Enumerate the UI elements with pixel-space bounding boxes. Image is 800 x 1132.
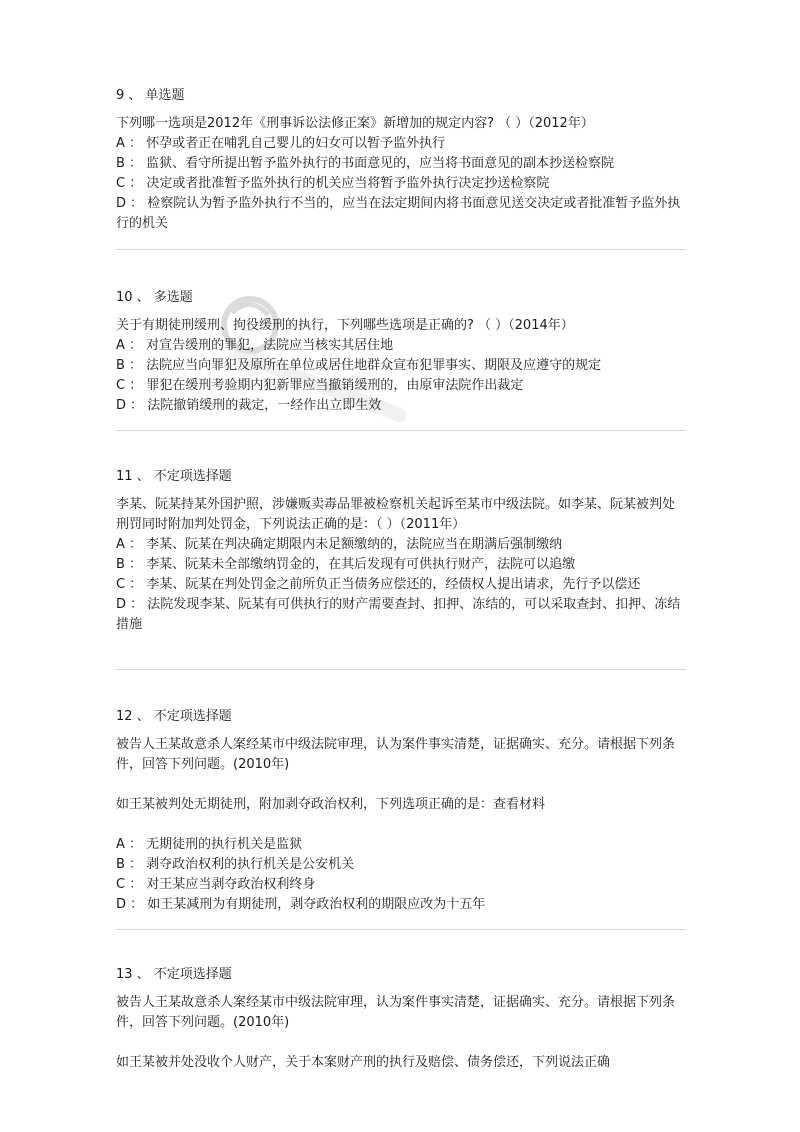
option-d[interactable]: D ： 法院发现李某、阮某有可供执行的财产需要查封、扣押、冻结的，可以采取查封、扣押、冻结措施 <box>116 597 681 632</box>
question-10 <box>116 288 686 416</box>
question-stem: 李某、阮某持某外国护照，涉嫌贩卖毒品罪被检察机关起诉至某市中级法院。如李某、阮某被判处刑罚同时附加判处罚金，下列说法正确的是：（ ）（2011年） <box>116 497 676 532</box>
divider <box>116 430 686 431</box>
option-b[interactable]: B ： 剥夺政治权利的执行机关是公安机关 <box>116 857 355 872</box>
option-b[interactable]: B ： 法院应当向罪犯及原所在单位或居住地群众宣布犯罪事实、期限及应遵守的规定 <box>116 358 602 373</box>
question-stem: 被告人王某故意杀人案经某市中级法院审理，认为案件事实清楚，证据确实、充分。请根据下列条件，回答下列问题。(2010年) <box>116 995 676 1030</box>
option-d[interactable]: D ： 检察院认为暂予监外执行不当的，应当在法定期间内将书面意见送交决定或者批准暂予监外执行的机关 <box>116 196 681 231</box>
option-c[interactable]: C ： 决定或者批准暂予监外执行的机关应当将暂予监外执行决定抄送检察院 <box>116 176 550 191</box>
option-a[interactable]: A ： 李某、阮某在判决确定期限内未足额缴纳的，法院应当在期满后强制缴纳 <box>116 537 563 552</box>
question-header: 12 、 不定项选择题 <box>116 709 232 724</box>
question-sub: 如王某被并处没收个人财产，关于本案财产刑的执行及赔偿、债务偿还，下列说法正确 <box>116 1055 611 1070</box>
question-stem: 下列哪一选项是2012年《刑事诉讼法修正案》新增加的规定内容? （ ）（2012年） <box>116 116 594 131</box>
question-header: 11 、 不定项选择题 <box>116 469 232 484</box>
question-13 <box>116 965 686 1073</box>
question-11 <box>116 467 686 635</box>
option-d[interactable]: D ： 如王某减刑为有期徒刑，剥夺政治权利的期限应改为十五年 <box>116 897 486 912</box>
question-header: 13 、 不定项选择题 <box>116 967 232 982</box>
option-d[interactable]: D ： 法院撤销缓刑的裁定，一经作出立即生效 <box>116 398 382 413</box>
divider <box>116 249 686 250</box>
divider <box>116 669 686 670</box>
question-header: 9 、 单选题 <box>116 88 185 103</box>
question-12 <box>116 707 686 915</box>
option-b[interactable]: B ： 李某、阮某未全部缴纳罚金的，在其后发现有可供执行财产，法院可以追缴 <box>116 557 576 572</box>
question-stem: 关于有期徒刑缓刑、拘役缓刑的执行，下列哪些选项是正确的? （ ）（2014年） <box>116 318 574 333</box>
divider <box>116 929 686 930</box>
option-a[interactable]: A ： 无期徒刑的执行机关是监狱 <box>116 837 303 852</box>
option-a[interactable]: A ： 对宣告缓刑的罪犯，法院应当核实其居住地 <box>116 338 394 353</box>
question-header: 10 、 多选题 <box>116 290 193 305</box>
option-c[interactable]: C ： 李某、阮某在判处罚金之前所负正当债务应偿还的，经债权人提出请求，先行予以偿还 <box>116 577 641 592</box>
option-a[interactable]: A ： 怀孕或者正在哺乳自己婴儿的妇女可以暂予监外执行 <box>116 136 446 151</box>
question-sub: 如王某被判处无期徒刑，附加剥夺政治权利，下列选项正确的是：查看材料 <box>116 797 546 812</box>
option-c[interactable]: C ： 对王某应当剥夺政治权利终身 <box>116 877 316 892</box>
question-9 <box>116 86 686 234</box>
option-c[interactable]: C ： 罪犯在缓刑考验期内犯新罪应当撤销缓刑的，由原审法院作出裁定 <box>116 378 524 393</box>
option-b[interactable]: B ： 监狱、看守所提出暂予监外执行的书面意见的，应当将书面意见的副本抄送检察院 <box>116 156 615 171</box>
question-stem: 被告人王某故意杀人案经某市中级法院审理，认为案件事实清楚，证据确实、充分。请根据下列条件，回答下列问题。(2010年) <box>116 737 676 772</box>
